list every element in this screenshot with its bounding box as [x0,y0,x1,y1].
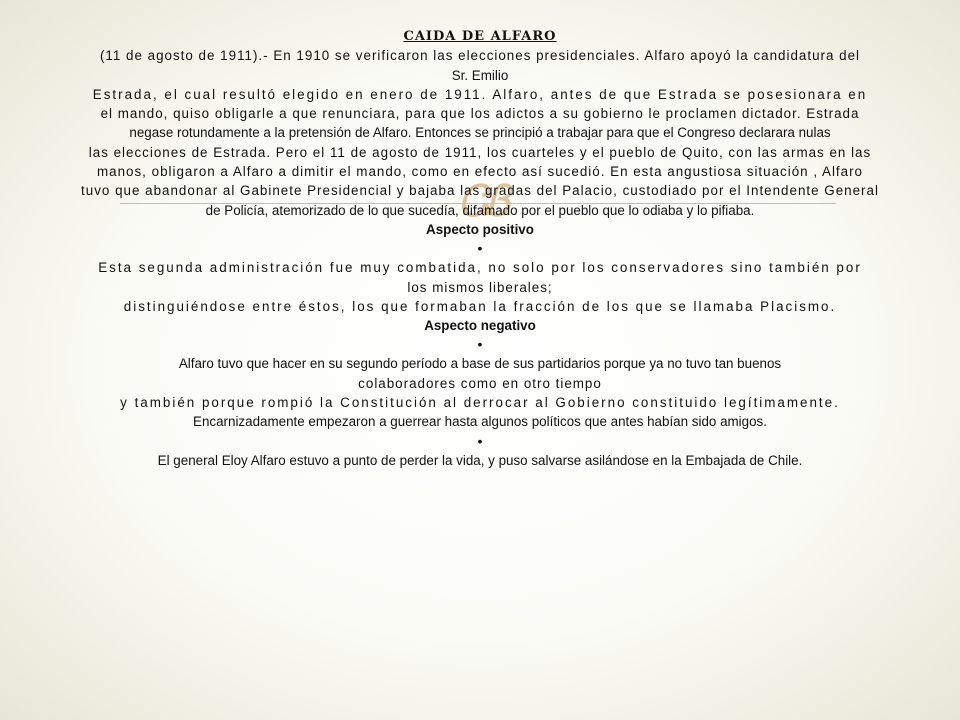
positive-line-2: los mismos liberales; [407,279,553,295]
paragraph-line-6: tuvo que abandonar al Gabinete Presidencial y bajaba las gradas del Palacio, custodiado por el Intendente General [81,183,879,199]
negative-line-3: y también porque rompió la Constitución al derrocar al Gobierno constituido legítimamente. [120,395,840,411]
positive-line-1: Esta segunda administración fue muy combatida, no solo por los conservadores sino también por [98,260,862,276]
ornament-icon: ᏣᏰ [457,176,505,227]
paragraph-line-7: de Policía, atemorizado de lo que sucedía, difamado por el pueblo que lo odiaba y lo pifiaba. [205,202,755,218]
paragraph-line-4: las elecciones de Estrada. Pero el 11 de agosto de 1911, los cuarteles y el pueblo de Quito, con las armas en las [88,144,872,160]
bullet-icon: • [477,336,483,353]
intro-line-1: (11 de agosto de 1911).- En 1910 se verificaron las elecciones presidenciales. Alfaro apoyó la candidatura del [99,48,861,64]
final-line: El general Eloy Alfaro estuvo a punto de perder la vida, y puso salvarse asilándose en la Embajada de Chile. [157,452,803,468]
heading-aspecto-negativo: Aspecto negativo [424,318,536,334]
heading-aspecto-positivo: Aspecto positivo [426,221,534,237]
negative-line-4: Encarnizadamente empezaron a guerrear hasta algunos políticos que antes habían sido amigos. [193,414,767,430]
negative-line-1: Alfaro tuvo que hacer en su segundo período a base de sus partidarios porque ya no tuvo tan buenos [178,356,782,372]
bullet-icon: • [477,432,483,449]
paragraph-line-1: Estrada, el cual resultó elegido en enero de 1911. Alfaro, antes de que Estrada se posesionara en [92,86,868,102]
slide-title: CAIDA DE ALFARO [403,29,557,44]
positive-line-3: distinguiéndose entre éstos, los que formaban la fracción de los que se llamaba Placismo. [123,298,837,314]
slide-text-body [70,27,890,470]
intro-line-2: Sr. Emilio [451,67,509,83]
paragraph-line-2: el mando, quiso obligarle a que renunciara, para que los adictos a su gobierno le proclamen dictador. Estrada [100,106,860,122]
bullet-icon: • [477,240,483,257]
paragraph-line-3: negase rotundamente a la pretensión de Alfaro. Entonces se principió a trabajar para que el Congreso declarara nulas [129,125,831,141]
paragraph-line-5: manos, obligaron a Alfaro a dimitir el mando, como en efecto así sucedió. En esta angustiosa situación , Alfaro [96,164,864,180]
negative-line-2: colaboradores como en otro tiempo [358,375,602,391]
